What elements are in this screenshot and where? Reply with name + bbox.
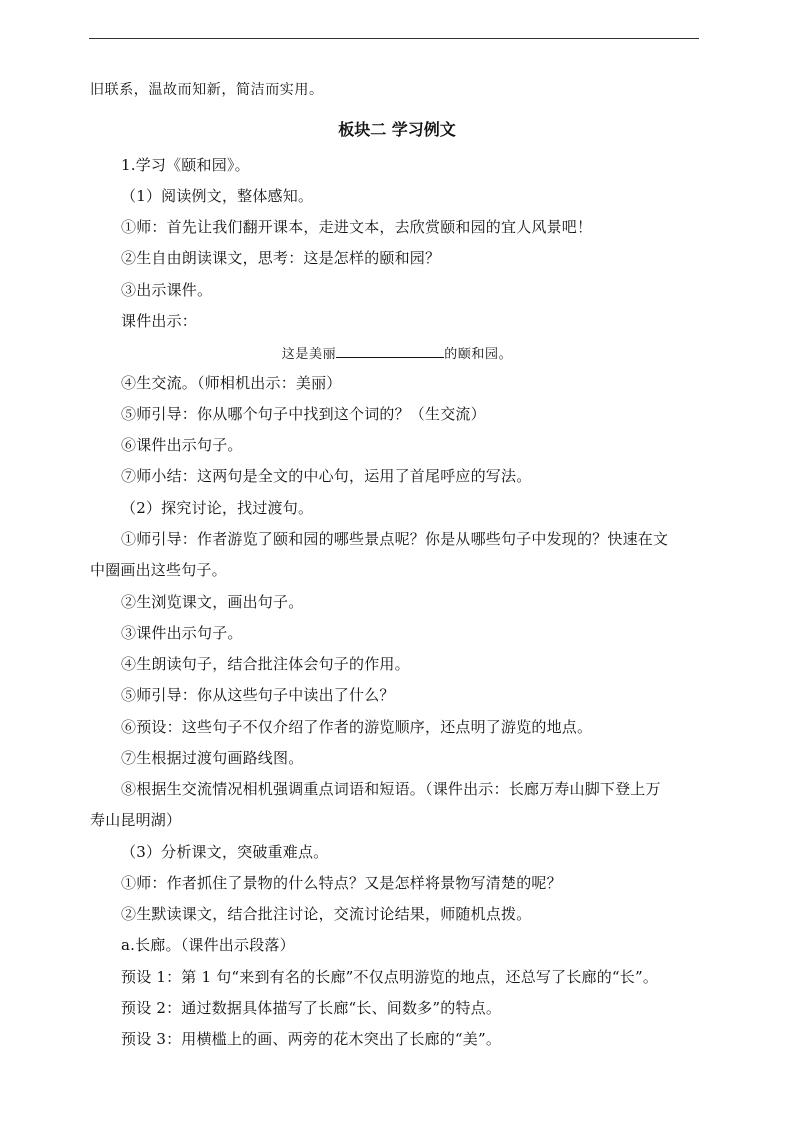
text-line: ④生交流。（师相机出示：美丽） (121, 374, 342, 392)
intro-line: 旧联系，温故而知新，简洁而实用。 (90, 82, 324, 98)
fill-blank-line (0, 343, 794, 362)
text-line: ③课件出示句子。 (121, 624, 243, 642)
text-line: ①师：作者抓住了景物的什么特点？又是怎样将景物写清楚的呢？ (121, 874, 562, 892)
text-line: ⑦师小结：这两句是全文的中心句，运用了首尾呼应的写法。 (121, 467, 532, 485)
text-line: ⑥预设：这些句子不仅介绍了作者的游览顺序，还点明了游览的地点。 (121, 718, 593, 736)
text-line: （2）探究讨论，找过渡句。 (121, 499, 314, 517)
text-line: ⑦生根据过渡句画路线图。 (121, 749, 304, 767)
text-line: ②生浏览课文，画出句子。 (121, 593, 304, 611)
text-line: 中圈画出这些句子。 (90, 561, 227, 579)
fill-blank-after: 的颐和园。 (444, 347, 513, 362)
text-line: 课件出示： (121, 312, 198, 330)
text-line: ②生自由朗读课文，思考：这是怎样的颐和园？ (121, 249, 441, 267)
header-rule (89, 38, 699, 39)
text-line: 预设 2：通过数据具体描写了长廊“长、间数多”的特点。 (121, 999, 502, 1017)
text-line: ④生朗读句子，结合批注体会句子的作用。 (121, 655, 410, 673)
text-line: ⑧根据生交流情况相机强调重点词语和短语。（课件出示：长廊万寿山脚下登上万 (121, 780, 661, 798)
text-line: 1.学习《颐和园》。 (121, 156, 250, 174)
section-title: 板块二 学习例文 (338, 120, 456, 139)
text-line: ⑤师引导：你从哪个句子中找到这个词的？（生交流） (121, 405, 486, 423)
text-line: a.长廊。（课件出示段落） (121, 936, 295, 954)
text-line: 寿山昆明湖） (90, 811, 182, 829)
text-line: ②生默读课文，结合批注讨论，交流讨论结果，师随机点拨。 (121, 905, 532, 923)
text-line: ③出示课件。 (121, 281, 213, 299)
text-line: ⑥课件出示句子。 (121, 436, 243, 454)
fill-blank-before: 这是美丽 (281, 347, 337, 362)
text-line: 预设 3：用横槛上的画、两旁的花木突出了长廊的“美”。 (121, 1030, 502, 1048)
text-line: ①师引导：作者游览了颐和园的哪些景点呢？你是从哪些句子中发现的？快速在文 (121, 530, 669, 548)
text-line: （1）阅读例文，整体感知。 (121, 187, 314, 205)
text-line: ⑤师引导：你从这些句子中读出了什么？ (121, 686, 395, 704)
text-line: ①师：首先让我们翻开课本，走进文本，去欣赏颐和园的宜人风景吧！ (121, 218, 593, 236)
fill-blank-underline (336, 345, 444, 358)
text-line: 预设 1：第 1 句“来到有名的长廊”不仅点明游览的地点，还总写了长廊的“长”。 (121, 968, 659, 986)
text-line: （3）分析课文，突破重难点。 (121, 843, 329, 861)
